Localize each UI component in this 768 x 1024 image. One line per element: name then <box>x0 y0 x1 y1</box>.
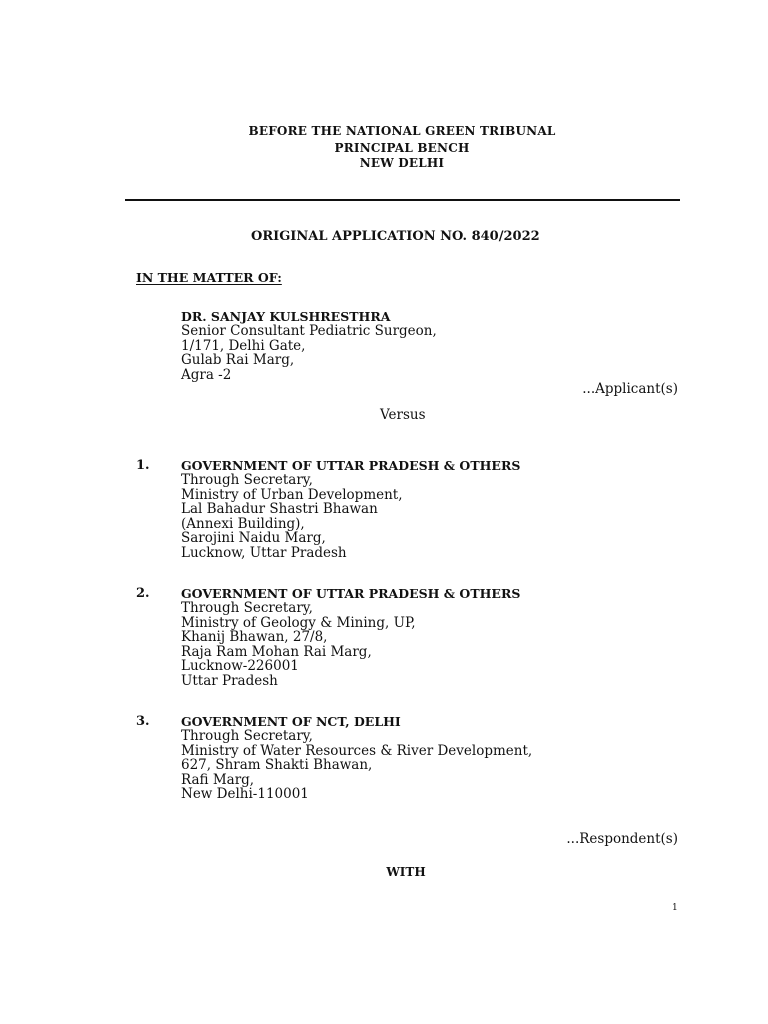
application-number: ORIGINAL APPLICATION NO. 840/2022 <box>251 229 540 244</box>
respondent-address-line: Through Secretary, <box>181 600 313 616</box>
applicant-address-line: Agra -2 <box>181 366 232 383</box>
respondent-number: 3. <box>136 714 150 729</box>
respondent-address-line: Ministry of Geology & Mining, UP, <box>181 614 416 631</box>
respondent-address-line: Raja Ram Mohan Rai Marg, <box>181 643 372 660</box>
respondent-address-line: Lucknow-226001 <box>181 658 299 674</box>
respondent-address-line: Sarojini Naidu Marg, <box>181 530 326 546</box>
respondent-address-line: Through Secretary, <box>181 472 313 488</box>
respondent-block-2 <box>181 586 520 688</box>
with-heading: WITH <box>386 865 426 879</box>
applicant-block <box>181 309 437 382</box>
respondent-address-line: Uttar Pradesh <box>181 672 278 689</box>
respondent-number: 2. <box>136 586 150 601</box>
respondent-role: ...Respondent(s) <box>566 831 678 847</box>
respondent-address-line: 627, Shram Shakti Bhawan, <box>181 757 373 773</box>
applicant-address-line: 1/171, Delhi Gate, <box>181 337 306 354</box>
applicant-role: ...Applicant(s) <box>582 381 678 397</box>
respondent-address-line: Through Secretary, <box>181 728 313 744</box>
header-divider <box>125 199 680 201</box>
respondent-name: GOVERNMENT OF UTTAR PRADESH & OTHERS <box>181 458 521 473</box>
applicant-address-line: Senior Consultant Pediatric Surgeon, <box>181 323 437 339</box>
bench-title: PRINCIPAL BENCH <box>334 141 470 155</box>
location-title: NEW DELHI <box>359 156 445 170</box>
respondent-address-line: Ministry of Urban Development, <box>181 486 403 503</box>
applicant-address-line: Gulab Rai Marg, <box>181 352 295 368</box>
respondent-address-line: New Delhi-110001 <box>181 786 309 802</box>
tribunal-title: BEFORE THE NATIONAL GREEN TRIBUNAL <box>248 124 556 138</box>
respondent-number: 1. <box>136 458 150 473</box>
respondent-address-line: Lal Bahadur Shastri Bhawan <box>181 501 378 517</box>
respondent-name: GOVERNMENT OF NCT, DELHI <box>181 714 401 729</box>
page-number: 1 <box>672 903 678 913</box>
respondent-address-line: Ministry of Water Resources & River Development, <box>181 742 533 759</box>
respondent-block-3 <box>181 714 532 802</box>
respondent-address-line: Khanij Bhawan, 27/8, <box>181 629 328 645</box>
respondent-name: GOVERNMENT OF UTTAR PRADESH & OTHERS <box>181 586 521 601</box>
respondent-address-line: Rafi Marg, <box>181 771 255 788</box>
respondent-address-line: (Annexi Building), <box>181 515 305 532</box>
respondent-block-1 <box>181 458 520 560</box>
respondent-address-line: Lucknow, Uttar Pradesh <box>181 544 347 561</box>
versus-label: Versus <box>380 407 426 423</box>
in-the-matter-of-heading: IN THE MATTER OF: <box>136 270 282 285</box>
applicant-name: DR. SANJAY KULSHRESTHRA <box>181 309 391 324</box>
